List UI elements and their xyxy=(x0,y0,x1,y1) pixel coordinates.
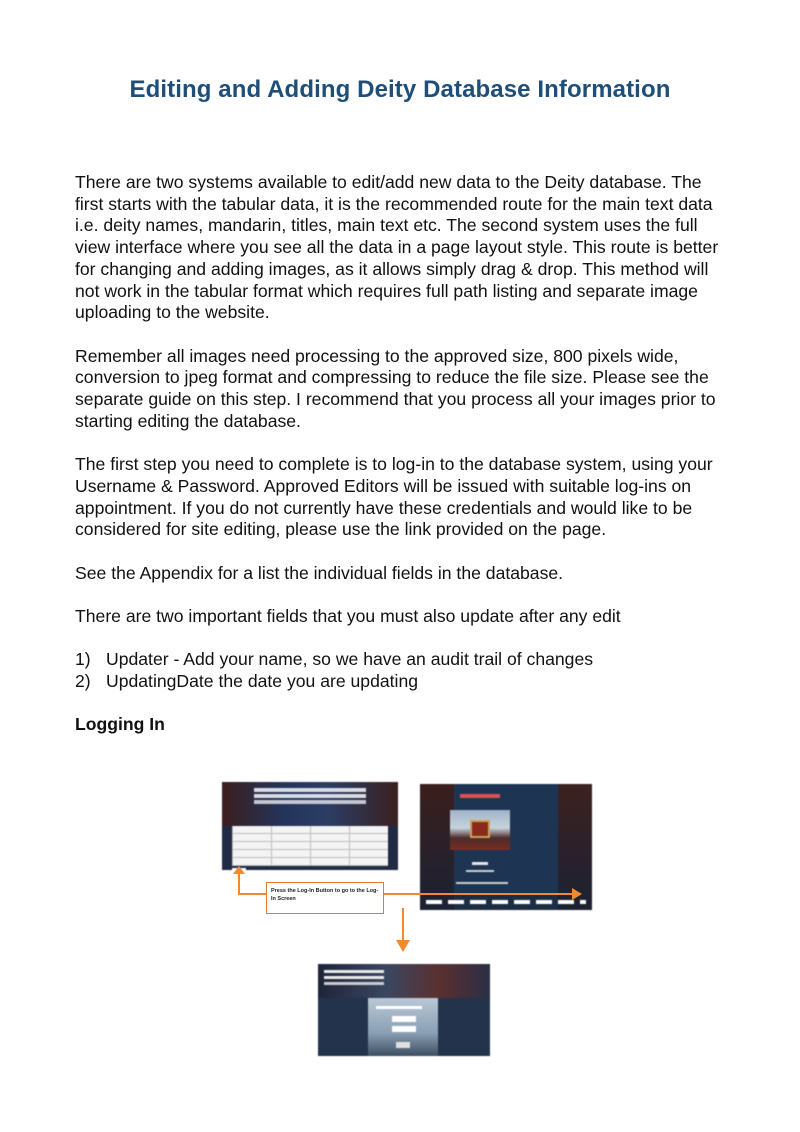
tabular-view-screenshot xyxy=(222,782,398,870)
page-title: Editing and Adding Deity Database Information xyxy=(129,76,671,103)
arrow-right-head-icon xyxy=(572,888,582,900)
list-item-number: 2) xyxy=(75,671,91,692)
body-text xyxy=(75,172,730,736)
list-item xyxy=(75,671,730,693)
section-heading: Logging In xyxy=(75,714,165,735)
paragraph-important-fields: There are two important fields that you must also update after any edit xyxy=(75,606,621,626)
full-view-screenshot xyxy=(420,784,592,910)
list-item-text: Updater - Add your name, so we have an audit trail of changes xyxy=(106,649,594,670)
numbered-list xyxy=(75,649,730,692)
callout-note: Press the Log-In Button to go to the Log-In Screen xyxy=(266,882,384,914)
nav-buttons-thumbnail xyxy=(426,900,586,904)
list-item-number: 1) xyxy=(75,649,91,670)
login-flow-figure xyxy=(222,782,596,1057)
list-item xyxy=(75,649,730,671)
password-field-thumbnail xyxy=(392,1026,416,1032)
paragraph-appendix: See the Appendix for a list the individual fields in the database. xyxy=(75,562,564,583)
arrow-up-head-icon xyxy=(233,866,245,874)
list-item-text: UpdatingDate the date you are updating xyxy=(106,671,419,692)
data-table-thumbnail xyxy=(232,826,388,866)
username-field-thumbnail xyxy=(392,1016,416,1022)
submit-button-thumbnail xyxy=(396,1042,410,1048)
paragraph-images: Remember all images need processing to the approved size, 800 pixels wide, conversion to jpeg format and compressing to reduce the file size. Please see the separate guide on this step. I recommend that you process all your images prior to starting editing the database. xyxy=(75,345,716,431)
login-screen-screenshot xyxy=(318,964,490,1056)
arrow-down-head-icon xyxy=(396,940,410,952)
paragraph-login: The first step you need to complete is to log-in to the database system, using your Username & Password. Approved Editors will be issued with suitable log-ins on appointment. If you do not currently have these credentials and would like to be considered for site editing, please use the link provided on the page. xyxy=(75,454,713,540)
arrow-down-icon xyxy=(402,908,404,944)
paragraph-intro: There are two systems available to edit/add new data to the Deity database. The first starts with the tabular data, it is the recommended route for the main text data i.e. deity names, mandarin, titles, main text etc. The second system uses the full view interface where you see all the data in a page layout style. This route is better for changing and adding images, as it allows simply drag & drop. This method will not work in the tabular format which requires full path listing and separate image uploading to the website. xyxy=(75,172,719,323)
